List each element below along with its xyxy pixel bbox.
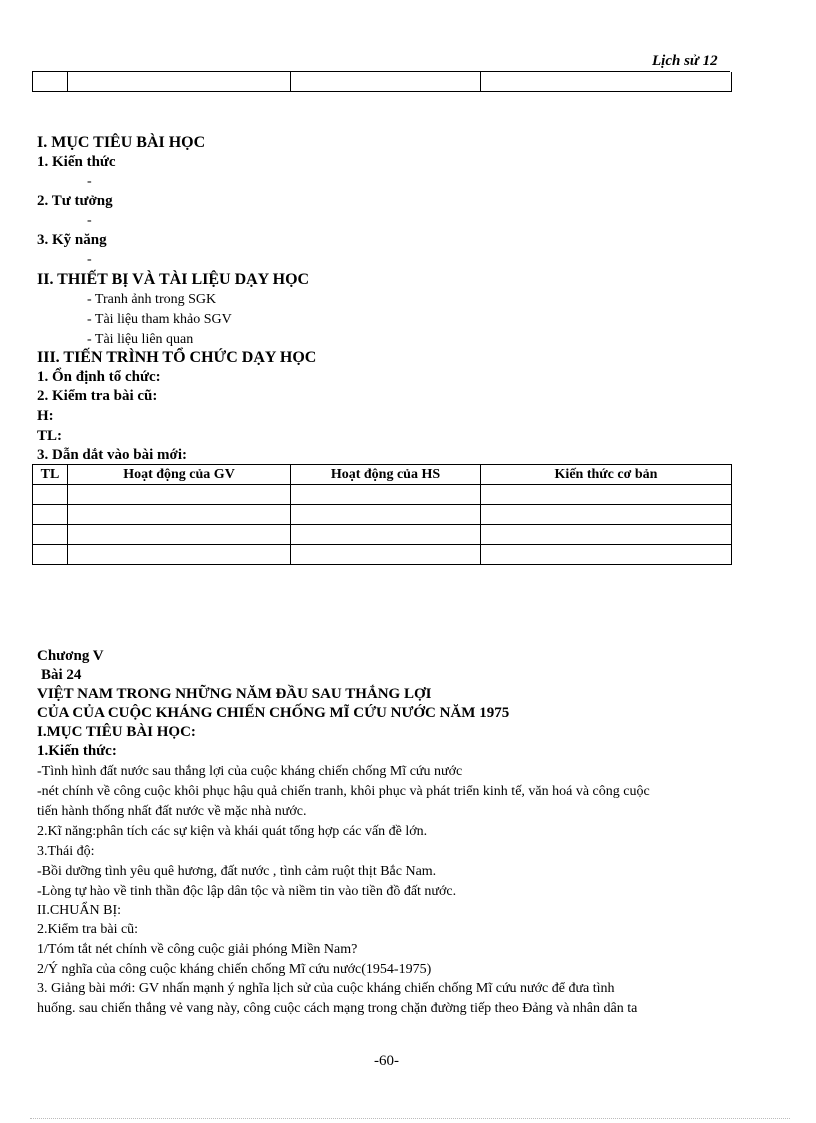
page-number: -60- xyxy=(374,1053,399,1069)
section1-knowledge: 1. Kiến thức xyxy=(37,154,116,170)
table-header: Hoạt động của GV xyxy=(68,465,291,485)
table-cell xyxy=(33,545,68,565)
table-cell xyxy=(68,545,291,565)
equipment-item: - Tài liệu tham khảo SGV xyxy=(87,312,232,327)
knowledge-item-cont: tiến hành thống nhất đất nước về mặc nhà nước. xyxy=(37,804,307,819)
attitude-item: -Bồi dưỡng tình yêu quê hương, đất nước , tình cảm ruột thịt Bắc Nam. xyxy=(37,864,437,879)
equipment-item: - Tài liệu liên quan xyxy=(87,332,194,347)
review-question: 1/Tóm tắt nét chính về công cuộc giải phóng Miền Nam? xyxy=(37,942,358,957)
table-cell xyxy=(33,485,68,505)
lesson-plan-table xyxy=(32,464,732,565)
table-cell xyxy=(291,72,481,92)
table-cell xyxy=(481,485,732,505)
knowledge-heading: 1.Kiến thức: xyxy=(37,743,117,759)
preparation-heading: II.CHUẨN BỊ: xyxy=(37,903,121,918)
attitude-item: -Lòng tự hào về tinh thần độc lập dân tộc và niềm tin vào tiền đồ đất nước. xyxy=(37,884,457,899)
lesson-title-line1: VIỆT NAM TRONG NHỮNG NĂM ĐẦU SAU THẮNG LỢI xyxy=(37,686,432,702)
table-header: TL xyxy=(33,465,68,485)
table-cell xyxy=(33,525,68,545)
table-cell xyxy=(68,485,291,505)
table-cell xyxy=(291,485,481,505)
lesson-label: Bài 24 xyxy=(41,667,82,683)
skill-line: 2.Kĩ năng:phân tích các sự kiện và khái quát tổng hợp các vấn đề lớn. xyxy=(37,824,428,839)
table-cell xyxy=(33,505,68,525)
step-introduce: 3. Dẫn dắt vào bài mới: xyxy=(37,447,187,463)
objectives-heading: I.MỤC TIÊU BÀI HỌC: xyxy=(37,724,196,740)
check-old-lesson: 2.Kiểm tra bài cũ: xyxy=(37,922,139,937)
table-row xyxy=(33,525,732,545)
section3-heading: III. TIẾN TRÌNH TỔ CHỨC DẠY HỌC xyxy=(37,349,317,366)
table-row xyxy=(33,505,732,525)
step-check-old-lesson: 2. Kiểm tra bài cũ: xyxy=(37,388,158,404)
step-stabilize: 1. Ổn định tổ chức: xyxy=(37,369,161,385)
table-cell xyxy=(68,72,291,92)
new-lesson-intro-cont: huống. sau chiến thắng vẻ vang này, công cuộc cách mạng trong chặn đường tiếp theo Đảng và nhân dân ta xyxy=(37,1001,638,1016)
table-row xyxy=(33,485,732,505)
section1-skill: 3. Kỹ năng xyxy=(37,232,107,248)
equipment-item: - Tranh ảnh trong SGK xyxy=(87,292,217,307)
lesson-title-line2: CỦA CỦA CUỘC KHÁNG CHIẾN CHỐNG MĨ CỨU NƯỚC NĂM 1975 xyxy=(37,705,510,721)
page-header-subject: Lịch sử 12 xyxy=(652,53,718,69)
answer-label: TL: xyxy=(37,428,63,444)
table-cell xyxy=(481,545,732,565)
table-cell xyxy=(68,525,291,545)
table-header: Hoạt động của HS xyxy=(291,465,481,485)
new-lesson-intro: 3. Giảng bài mới: GV nhấn mạnh ý nghĩa lịch sử của cuộc kháng chiến chống Mĩ cứu nước để đưa tình xyxy=(37,981,615,996)
table-row xyxy=(33,545,732,565)
table-cell xyxy=(291,545,481,565)
top-table xyxy=(32,72,732,92)
attitude-heading: 3.Thái độ: xyxy=(37,844,95,859)
table-header-row xyxy=(33,465,732,485)
question-label: H: xyxy=(37,408,54,424)
knowledge-item: -nét chính về công cuộc khôi phục hậu quả chiến tranh, khôi phục và phát triển kinh tế, văn hoá và công cuộc xyxy=(37,784,650,799)
table-cell xyxy=(481,525,732,545)
table-cell xyxy=(291,505,481,525)
bullet-dash: - xyxy=(87,213,92,228)
table-cell xyxy=(481,505,732,525)
table-header: Kiến thức cơ bản xyxy=(481,465,732,485)
table-cell xyxy=(33,72,68,92)
knowledge-item: -Tình hình đất nước sau thắng lợi của cuộc kháng chiến chống Mĩ cứu nước xyxy=(37,764,463,779)
section1-heading: I. MỤC TIÊU BÀI HỌC xyxy=(37,134,206,151)
chapter-label: Chương V xyxy=(37,648,104,664)
page-bottom-divider xyxy=(30,1118,790,1119)
section1-thought: 2. Tư tưởng xyxy=(37,193,113,209)
bullet-dash: - xyxy=(87,252,92,267)
table-cell xyxy=(68,505,291,525)
table-cell xyxy=(291,525,481,545)
review-question: 2/Ý nghĩa của công cuộc kháng chiến chống Mĩ cứu nước(1954-1975) xyxy=(37,962,432,977)
bullet-dash: - xyxy=(87,174,92,189)
section2-heading: II. THIẾT BỊ VÀ TÀI LIỆU DẠY HỌC xyxy=(37,271,310,288)
table-cell xyxy=(481,72,732,92)
